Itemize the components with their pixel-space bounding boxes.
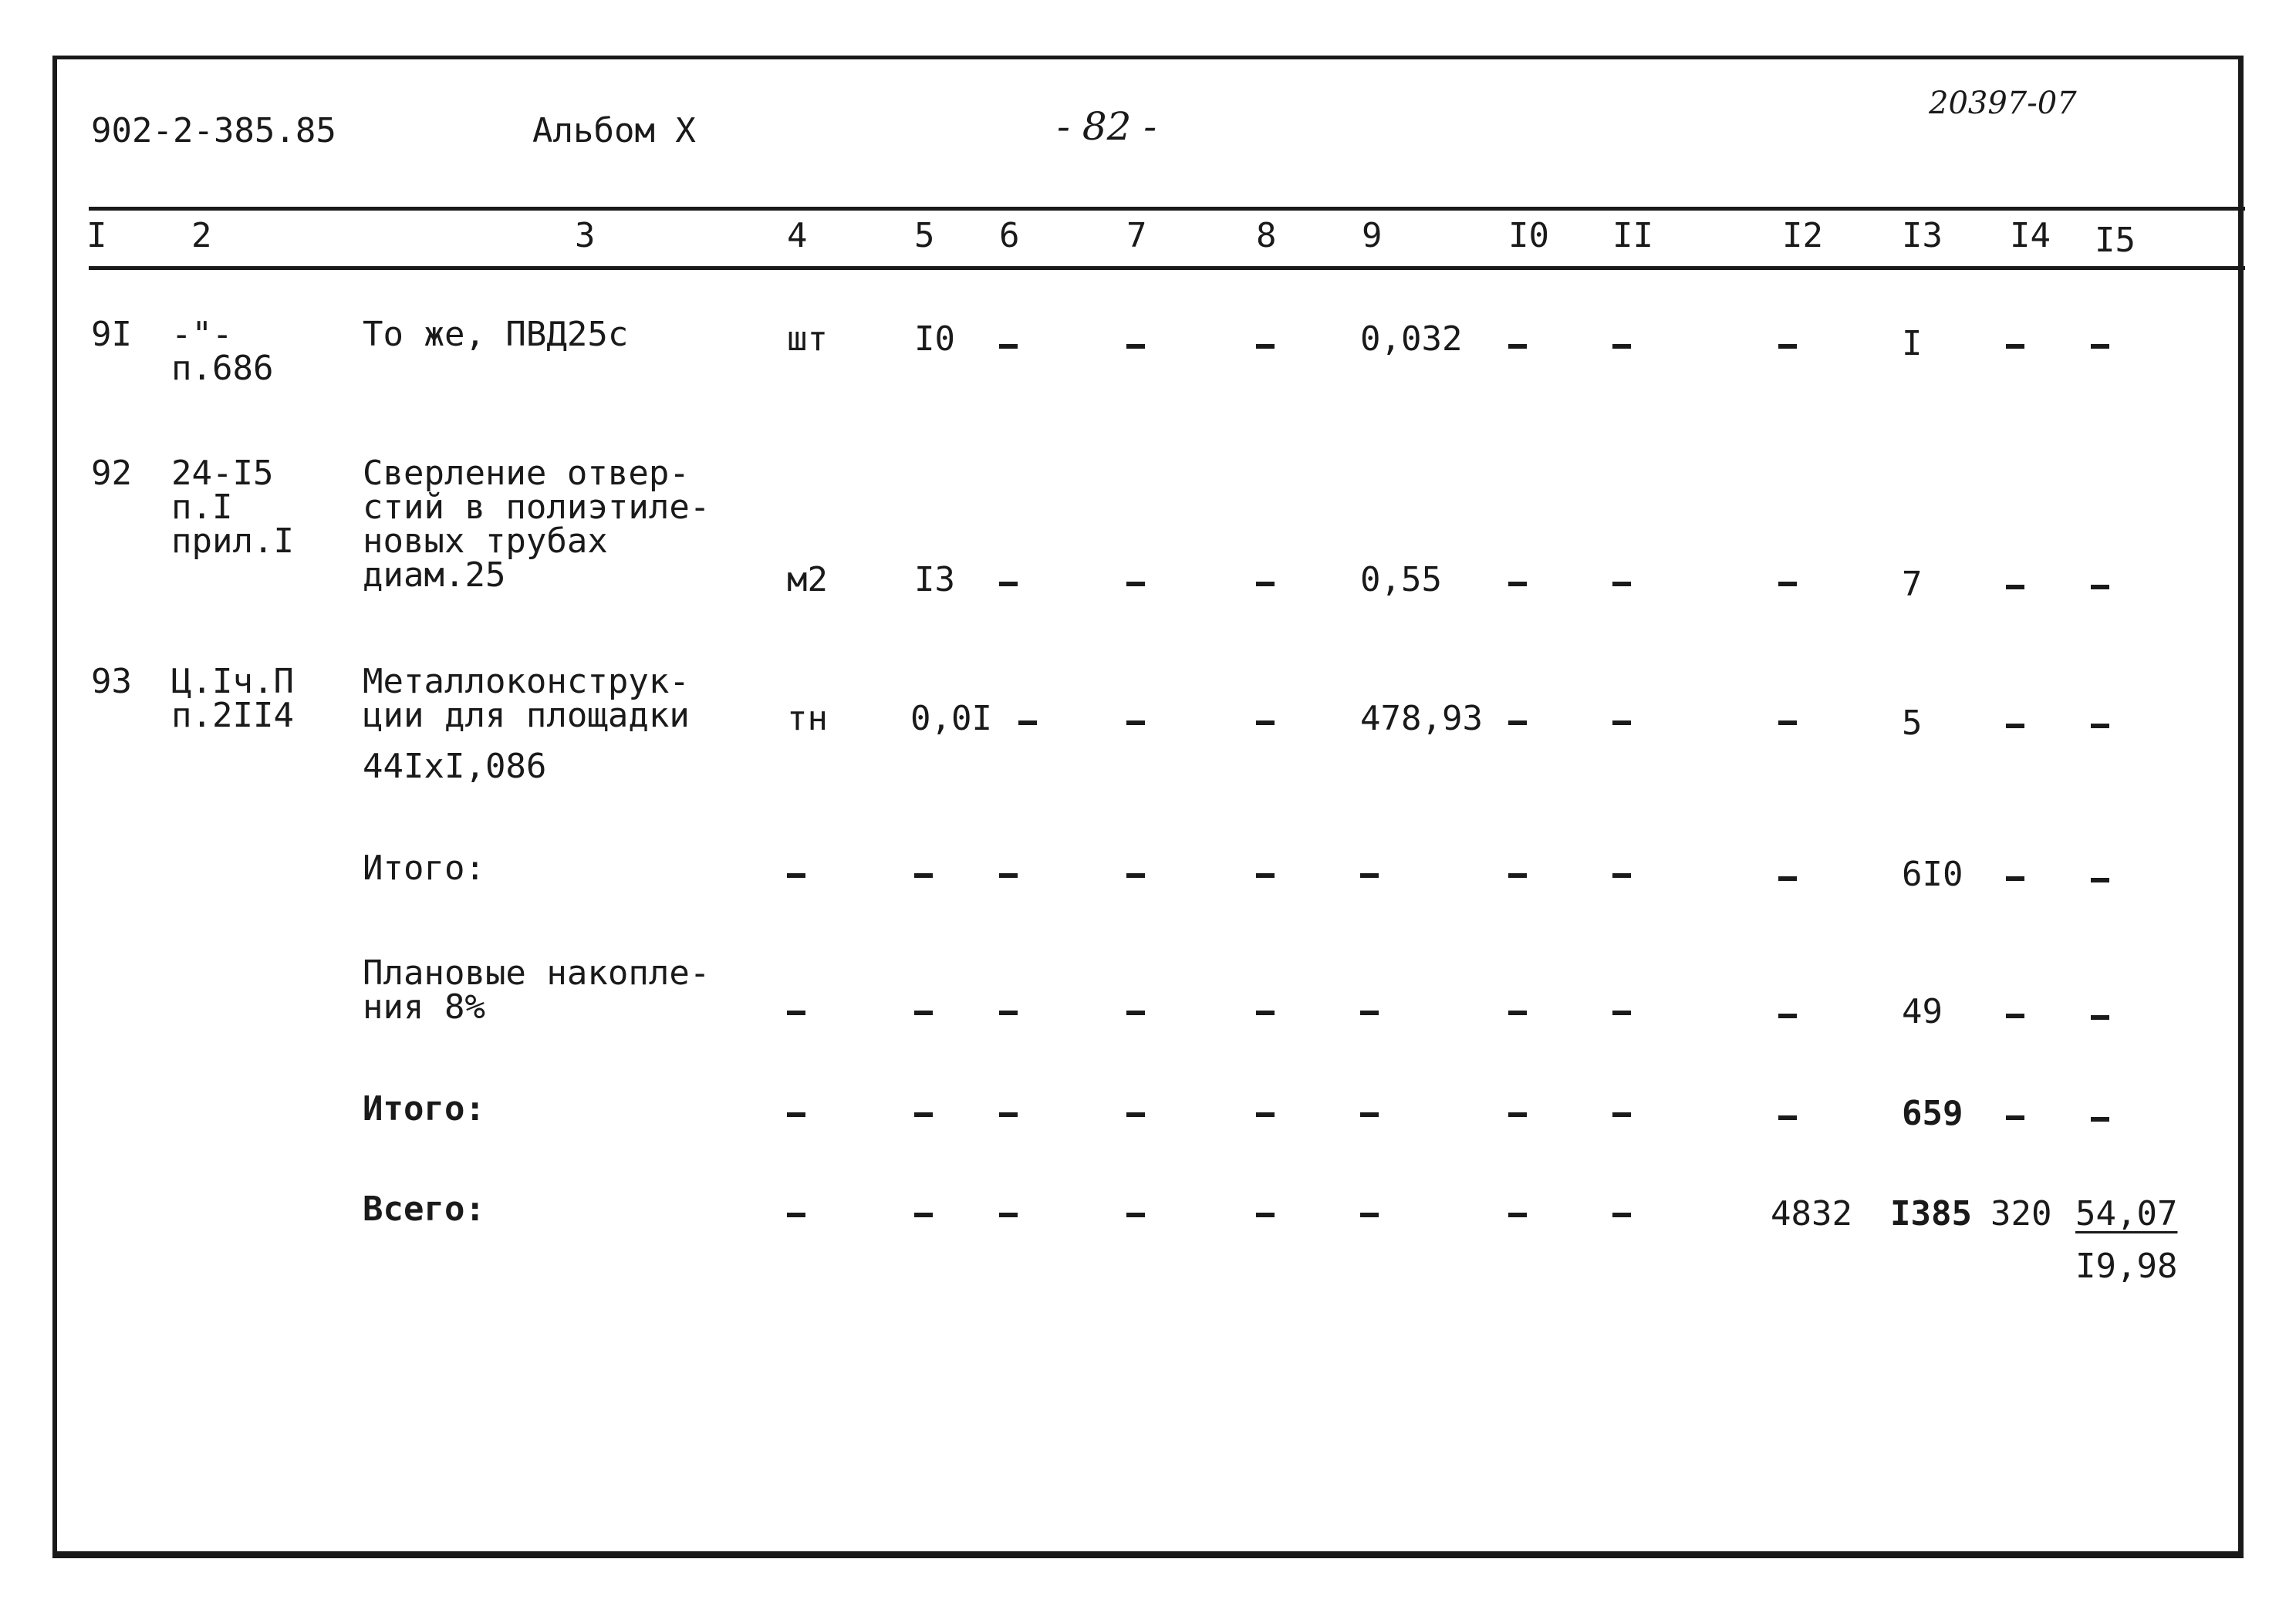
grand-total-dash-5: [914, 1213, 933, 1217]
subtotal-1-dash-15: [2091, 878, 2109, 882]
grand-total-dash-9: [1360, 1213, 1379, 1217]
row-93-name-1: Металлоконструк-: [363, 662, 690, 701]
row-93-dash-15: [2091, 724, 2109, 728]
subtotal-2-col13: 659: [1902, 1094, 1963, 1133]
row-91-name: То же, ПВД25с: [363, 315, 629, 354]
planned-dash-9: [1360, 1011, 1379, 1015]
row-91-qty: I0: [914, 319, 955, 359]
row-93-qty: 0,0I: [910, 699, 992, 738]
row-93-col13: 5: [1902, 704, 1923, 743]
row-92-name-3: новых трубах: [363, 521, 608, 561]
row-91-code-1: -"-: [171, 315, 233, 354]
row-92-name-2: стий в полиэтиле-: [363, 488, 711, 527]
planned-dash-7: [1126, 1011, 1145, 1015]
col-header-12: I2: [1782, 216, 1823, 255]
grand-total-col14: 320: [1990, 1194, 2052, 1233]
row-92-dash-8: [1256, 582, 1275, 586]
grand-total-dash-11: [1612, 1213, 1631, 1217]
subtotal-1-col13: 6I0: [1902, 855, 1963, 894]
planned-savings-label-2: ния 8%: [363, 987, 485, 1027]
subtotal-1-dash-6: [999, 873, 1018, 878]
album-label: Альбом X: [532, 111, 696, 150]
grand-total-col12: 4832: [1771, 1194, 1852, 1233]
row-91-num: 9I: [91, 315, 132, 354]
subtotal-2-dash-4: [787, 1112, 805, 1117]
row-91-col9: 0,032: [1360, 319, 1463, 359]
subtotal-1-dash-5: [914, 873, 933, 878]
subtotal-2-dash-9: [1360, 1112, 1379, 1117]
col-header-13: I3: [1902, 216, 1943, 255]
row-91-dash-10: [1508, 344, 1527, 349]
grand-total-dash-8: [1256, 1213, 1275, 1217]
header-top-rule: [89, 207, 2245, 211]
row-91-dash-15: [2091, 344, 2109, 349]
row-91-dash-14: [2006, 344, 2024, 349]
row-93-dash-10: [1508, 720, 1527, 725]
grand-total-dash-6: [999, 1213, 1018, 1217]
row-93-dash-12: [1778, 720, 1797, 725]
page-number: - 82 -: [1057, 104, 1157, 149]
col-header-6: 6: [999, 216, 1020, 255]
planned-dash-15: [2091, 1015, 2109, 1020]
subtotal-1-label: Итого:: [363, 849, 485, 888]
subtotal-1-dash-4: [787, 873, 805, 878]
planned-dash-4: [787, 1011, 805, 1015]
subtotal-1-dash-8: [1256, 873, 1275, 878]
col-header-3: 3: [575, 216, 596, 255]
col-header-15: I5: [2095, 221, 2136, 260]
row-92-dash-12: [1778, 582, 1797, 586]
planned-savings-col13: 49: [1902, 992, 1943, 1031]
subtotal-2-dash-6: [999, 1112, 1018, 1117]
planned-dash-8: [1256, 1011, 1275, 1015]
subtotal-2-dash-12: [1778, 1115, 1797, 1120]
subtotal-2-dash-10: [1508, 1112, 1527, 1117]
planned-dash-6: [999, 1011, 1018, 1015]
row-92-dash-7: [1126, 582, 1145, 586]
row-92-name-1: Сверление отвер-: [363, 454, 690, 493]
row-93-unit: тн: [787, 699, 828, 738]
planned-dash-10: [1508, 1011, 1527, 1015]
col-header-4: 4: [787, 216, 808, 255]
row-93-dash-7: [1126, 720, 1145, 725]
row-92-dash-11: [1612, 582, 1631, 586]
col-header-14: I4: [2010, 216, 2051, 255]
row-92-num: 92: [91, 454, 132, 493]
row-92-dash-6: [999, 582, 1018, 586]
subtotal-2-dash-5: [914, 1112, 933, 1117]
col-header-7: 7: [1126, 216, 1147, 255]
archive-stamp: 20397-07: [1929, 86, 2077, 121]
row-93-dash-8: [1256, 720, 1275, 725]
row-92-qty: I3: [914, 560, 955, 599]
subtotal-1-dash-7: [1126, 873, 1145, 878]
subtotal-2-dash-11: [1612, 1112, 1631, 1117]
row-92-unit: м2: [787, 560, 828, 599]
grand-total-dash-4: [787, 1213, 805, 1217]
grand-total-dash-10: [1508, 1213, 1527, 1217]
row-92-code-1: 24-I5: [171, 454, 274, 493]
row-91-dash-6: [999, 344, 1018, 349]
row-93-code-1: Ц.Iч.П: [171, 662, 294, 701]
row-92-dash-14: [2006, 585, 2024, 589]
grand-total-col15-bottom: I9,98: [2075, 1247, 2178, 1286]
subtotal-2-dash-15: [2091, 1117, 2109, 1122]
grand-total-dash-7: [1126, 1213, 1145, 1217]
subtotal-1-dash-14: [2006, 876, 2024, 881]
row-91-dash-8: [1256, 344, 1275, 349]
row-93-dash-6: [1018, 720, 1037, 725]
subtotal-1-dash-12: [1778, 876, 1797, 881]
col-header-2: 2: [191, 216, 212, 255]
row-91-col13: I: [1902, 324, 1923, 363]
col-header-9: 9: [1362, 216, 1383, 255]
row-91-dash-12: [1778, 344, 1797, 349]
subtotal-1-dash-11: [1612, 873, 1631, 878]
row-93-code-2: п.2II4: [171, 696, 294, 735]
row-93-col9: 478,93: [1360, 699, 1483, 738]
subtotal-2-dash-7: [1126, 1112, 1145, 1117]
document-code: 902-2-385.85: [91, 111, 336, 150]
col-header-10: I0: [1508, 216, 1549, 255]
subtotal-2-dash-14: [2006, 1115, 2024, 1120]
row-92-code-3: прил.I: [171, 521, 294, 561]
subtotal-2-label: Итого:: [363, 1089, 485, 1129]
planned-dash-14: [2006, 1014, 2024, 1018]
header-bottom-rule: [89, 266, 2245, 270]
row-91-code-2: п.686: [171, 349, 274, 388]
row-92-code-2: п.I: [171, 488, 233, 527]
planned-dash-12: [1778, 1014, 1797, 1018]
row-91-dash-7: [1126, 344, 1145, 349]
planned-dash-5: [914, 1011, 933, 1015]
subtotal-1-dash-9: [1360, 873, 1379, 878]
row-91-dash-11: [1612, 344, 1631, 349]
row-92-dash-10: [1508, 582, 1527, 586]
row-91-unit: шт: [787, 319, 828, 359]
row-93-dash-14: [2006, 724, 2024, 728]
subtotal-1-dash-10: [1508, 873, 1527, 878]
row-93-dash-11: [1612, 720, 1631, 725]
col-header-5: 5: [914, 216, 935, 255]
col-header-11: II: [1612, 216, 1653, 255]
row-92-col13: 7: [1902, 565, 1923, 604]
planned-dash-11: [1612, 1011, 1631, 1015]
col-header-1: I: [86, 216, 107, 255]
row-93-num: 93: [91, 662, 132, 701]
col-header-8: 8: [1256, 216, 1277, 255]
row-93-name-3: 44IxI,086: [363, 747, 547, 786]
planned-savings-label-1: Плановые накопле-: [363, 953, 711, 993]
row-93-name-2: ции для площадки: [363, 696, 690, 735]
row-92-dash-15: [2091, 585, 2109, 589]
grand-total-label: Всего:: [363, 1190, 485, 1229]
row-92-name-4: диам.25: [363, 555, 506, 595]
subtotal-2-dash-8: [1256, 1112, 1275, 1117]
row-92-col9: 0,55: [1360, 560, 1442, 599]
grand-total-col13: I385: [1890, 1194, 1972, 1233]
document-sheet: [52, 56, 2244, 1558]
grand-total-col15-top: 54,07: [2075, 1194, 2178, 1233]
